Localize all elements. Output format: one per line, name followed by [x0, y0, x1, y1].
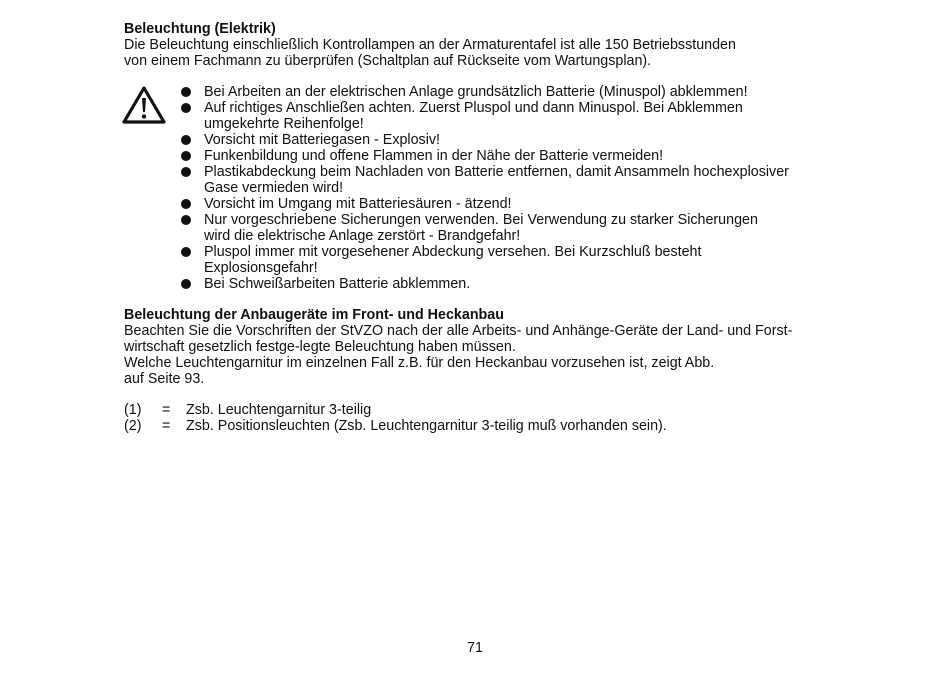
bullet-icon — [181, 199, 191, 209]
page-number: 71 — [467, 640, 483, 656]
warning-list — [124, 84, 884, 292]
warning-text-line: Vorsicht im Umgang mit Batteriesäuren - ätzend! — [204, 196, 512, 212]
warning-text-line: wird die elektrische Anlage zerstört - Brandgefahr! — [204, 228, 521, 244]
attachment-lighting-section — [124, 307, 884, 387]
paragraph-line: von einem Fachmann zu überprüfen (Schaltplan auf Rückseite vom Wartungsplan). — [124, 53, 652, 69]
bullet-icon — [181, 103, 191, 113]
reference-text: Zsb. Leuchtengarnitur 3-teilig — [186, 402, 372, 418]
bullet-icon — [181, 279, 191, 289]
warning-item — [180, 148, 884, 164]
bullet-icon — [181, 167, 191, 177]
lighting-paragraph — [124, 37, 884, 69]
warning-text-line: umgekehrte Reihenfolge! — [204, 116, 364, 132]
bullet-icon — [181, 151, 191, 161]
reference-number: (2) — [124, 418, 142, 434]
warning-text-line: Bei Schweißarbeiten Batterie abklemmen. — [204, 276, 471, 292]
warning-text-line: Bei Arbeiten an der elektrischen Anlage grundsätzlich Batterie (Minuspol) abklemmen! — [204, 84, 748, 100]
bullet-icon — [181, 135, 191, 145]
warning-text-line: Gase vermieden wird! — [204, 180, 344, 196]
battery-warning-block — [124, 84, 884, 292]
bullet-icon — [181, 215, 191, 225]
warning-text-line: Funkenbildung und offene Flammen in der Nähe der Batterie vermeiden! — [204, 148, 664, 164]
warning-item — [180, 212, 884, 244]
paragraph-line: wirtschaft gesetzlich festge-legte Beleuchtung haben müssen. — [124, 339, 516, 355]
reference-text: Zsb. Positionsleuchten (Zsb. Leuchtengarnitur 3-teilig muß vorhanden sein). — [186, 418, 667, 434]
reference-row — [124, 402, 884, 418]
document-page — [124, 21, 884, 434]
warning-item — [180, 196, 884, 212]
warning-item — [180, 84, 884, 100]
bullet-icon — [181, 247, 191, 257]
section-heading-lighting: Beleuchtung (Elektrik) — [124, 21, 276, 37]
warning-item — [180, 244, 884, 276]
reference-number: (1) — [124, 402, 142, 418]
warning-text-line: Auf richtiges Anschließen achten. Zuerst Pluspol und dann Minuspol. Bei Abklemmen — [204, 100, 743, 116]
warning-item — [180, 164, 884, 196]
warning-text-line: Nur vorgeschriebene Sicherungen verwenden. Bei Verwendung zu starker Sicherungen — [204, 212, 758, 228]
reference-equals: = — [162, 418, 171, 434]
warning-triangle-icon — [121, 85, 167, 125]
paragraph-line: Die Beleuchtung einschließlich Kontrollampen an der Armaturentafel ist alle 150 Betriebsstunden — [124, 37, 736, 53]
warning-item — [180, 132, 884, 148]
bullet-icon — [181, 87, 191, 97]
paragraph-line: Welche Leuchtengarnitur im einzelnen Fall z.B. für den Heckanbau vorzusehen ist, zeigt Abb. — [124, 355, 715, 371]
section-heading-attachments: Beleuchtung der Anbaugeräte im Front- und Heckanbau — [124, 307, 504, 323]
paragraph-line: Beachten Sie die Vorschriften der StVZO nach der alle Arbeits- und Anhänge-Geräte der Land- und Forst- — [124, 323, 793, 339]
paragraph-line: auf Seite 93. — [124, 371, 205, 387]
warning-item — [180, 276, 884, 292]
reference-equals: = — [162, 402, 171, 418]
warning-text-line: Explosionsgefahr! — [204, 260, 318, 276]
warning-text-line: Pluspol immer mit vorgesehener Abdeckung versehen. Bei Kurzschluß besteht — [204, 244, 702, 260]
warning-item — [180, 100, 884, 132]
reference-list — [124, 402, 884, 434]
warning-text-line: Vorsicht mit Batteriegasen - Explosiv! — [204, 132, 440, 148]
reference-row — [124, 418, 884, 434]
warning-text-line: Plastikabdeckung beim Nachladen von Batterie entfernen, damit Ansammeln hochexplosiver — [204, 164, 789, 180]
